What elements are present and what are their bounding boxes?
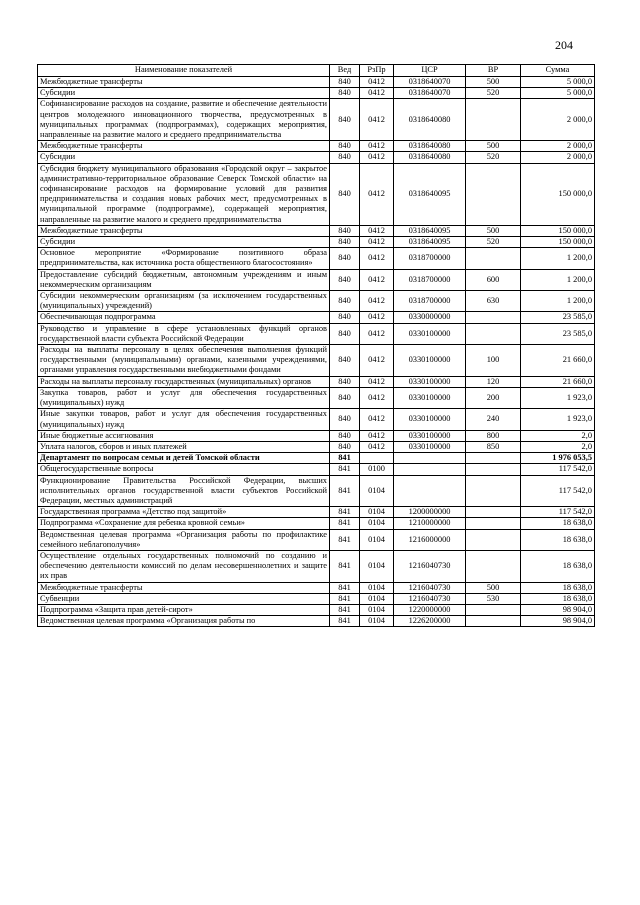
row-name-cell: Межбюджетные трансферты xyxy=(38,225,330,236)
row-ved-cell: 840 xyxy=(330,88,360,99)
row-csr-cell: 0330100000 xyxy=(394,345,466,377)
row-csr-cell xyxy=(394,453,466,464)
row-name-cell: Основное мероприятие «Формирование позитивного образа предпринимательства, как источника роста общественного благосостояния» xyxy=(38,248,330,269)
row-rzpr-cell: 0412 xyxy=(360,99,394,141)
row-name-cell: Предоставление субсидий бюджетным, автономным учреждениям и иным некоммерческим организациям xyxy=(38,269,330,290)
row-csr-cell: 0318700000 xyxy=(394,291,466,312)
table-row xyxy=(38,453,595,464)
row-rzpr-cell: 0412 xyxy=(360,88,394,99)
row-csr-cell: 0330100000 xyxy=(394,387,466,408)
table-row xyxy=(38,604,595,615)
row-csr-cell: 0330100000 xyxy=(394,430,466,441)
header-rzpr: РзПр xyxy=(360,65,394,77)
row-rzpr-cell: 0104 xyxy=(360,604,394,615)
row-rzpr-cell: 0104 xyxy=(360,593,394,604)
row-ved-cell: 841 xyxy=(330,507,360,518)
row-name-cell: Уплата налогов, сборов и иных платежей xyxy=(38,441,330,452)
row-rzpr-cell: 0412 xyxy=(360,345,394,377)
row-ved-cell: 840 xyxy=(330,163,360,225)
row-name-cell: Руководство и управление в сфере установленных функций органов государственной власти субъекта Российской Федерации xyxy=(38,323,330,344)
row-ved-cell: 841 xyxy=(330,453,360,464)
row-sum-cell: 18 638,0 xyxy=(521,582,595,593)
row-ved-cell: 841 xyxy=(330,593,360,604)
row-rzpr-cell: 0412 xyxy=(360,387,394,408)
row-rzpr-cell: 0104 xyxy=(360,616,394,627)
row-sum-cell: 21 660,0 xyxy=(521,345,595,377)
row-name-cell: Расходы на выплаты персоналу в целях обеспечения выполнения функций государственными (муниципальными) органами, казенными учреждениями, органами управления государственными внебюджетными фондами xyxy=(38,345,330,377)
row-sum-cell: 1 200,0 xyxy=(521,269,595,290)
row-name-cell: Межбюджетные трансферты xyxy=(38,77,330,88)
row-sum-cell: 2 000,0 xyxy=(521,99,595,141)
row-csr-cell: 1226200000 xyxy=(394,616,466,627)
row-sum-cell: 18 638,0 xyxy=(521,550,595,582)
row-vr-cell: 240 xyxy=(466,409,521,430)
row-name-cell: Субсидии xyxy=(38,152,330,163)
table-row xyxy=(38,141,595,152)
row-name-cell: Субсидия бюджету муниципального образования «Городской округ – закрытое административно-территориальное образование Северск Томской области» на софинансирование расходов на формирование условий для развития предпринимательства и создания новых рабочих мест, предусмотренных в муниципальной программе (подпрограмме), содержащей мероприятия, направленные на развитие малого и среднего предпринимательства xyxy=(38,163,330,225)
row-name-cell: Субсидии xyxy=(38,88,330,99)
row-csr-cell: 0330100000 xyxy=(394,409,466,430)
row-rzpr-cell: 0412 xyxy=(360,225,394,236)
row-vr-cell xyxy=(466,453,521,464)
row-sum-cell: 2 000,0 xyxy=(521,141,595,152)
row-rzpr-cell: 0104 xyxy=(360,507,394,518)
row-ved-cell: 841 xyxy=(330,475,360,507)
table-row xyxy=(38,77,595,88)
row-name-cell: Межбюджетные трансферты xyxy=(38,582,330,593)
header-csr: ЦСР xyxy=(394,65,466,77)
row-name-cell: Ведомственная целевая программа «Организация работы по xyxy=(38,616,330,627)
row-rzpr-cell: 0104 xyxy=(360,582,394,593)
row-rzpr-cell: 0412 xyxy=(360,291,394,312)
row-vr-cell: 500 xyxy=(466,582,521,593)
row-ved-cell: 840 xyxy=(330,387,360,408)
header-vr: ВР xyxy=(466,65,521,77)
row-csr-cell: 0318640095 xyxy=(394,225,466,236)
table-row xyxy=(38,345,595,377)
row-sum-cell: 23 585,0 xyxy=(521,323,595,344)
row-rzpr-cell: 0104 xyxy=(360,475,394,507)
row-rzpr-cell: 0412 xyxy=(360,141,394,152)
row-ved-cell: 841 xyxy=(330,604,360,615)
row-sum-cell: 117 542,0 xyxy=(521,464,595,475)
row-vr-cell: 520 xyxy=(466,237,521,248)
row-name-cell: Субвенции xyxy=(38,593,330,604)
table-row xyxy=(38,593,595,604)
row-csr-cell: 0318700000 xyxy=(394,248,466,269)
row-sum-cell: 2,0 xyxy=(521,430,595,441)
table-row xyxy=(38,441,595,452)
row-sum-cell: 98 904,0 xyxy=(521,604,595,615)
row-ved-cell: 840 xyxy=(330,225,360,236)
row-rzpr-cell: 0104 xyxy=(360,550,394,582)
row-rzpr-cell: 0104 xyxy=(360,529,394,550)
row-vr-cell xyxy=(466,312,521,323)
row-name-cell: Закупка товаров, работ и услуг для обеспечения государственных (муниципальных) нужд xyxy=(38,387,330,408)
row-name-cell: Департамент по вопросам семьи и детей Томской области xyxy=(38,453,330,464)
row-ved-cell: 840 xyxy=(330,248,360,269)
table-row xyxy=(38,163,595,225)
table-row xyxy=(38,376,595,387)
row-csr-cell: 1220000000 xyxy=(394,604,466,615)
row-sum-cell: 117 542,0 xyxy=(521,475,595,507)
table-row xyxy=(38,475,595,507)
row-csr-cell: 1216040730 xyxy=(394,550,466,582)
row-ved-cell: 840 xyxy=(330,345,360,377)
row-name-cell: Субсидии xyxy=(38,237,330,248)
row-ved-cell: 841 xyxy=(330,582,360,593)
row-csr-cell: 1200000000 xyxy=(394,507,466,518)
row-rzpr-cell: 0412 xyxy=(360,430,394,441)
row-rzpr-cell: 0412 xyxy=(360,163,394,225)
row-vr-cell xyxy=(466,464,521,475)
row-name-cell: Обеспечивающая подпрограмма xyxy=(38,312,330,323)
row-vr-cell: 800 xyxy=(466,430,521,441)
table-row xyxy=(38,550,595,582)
row-name-cell: Функционирование Правительства Российской Федерации, высших исполнительных органов государственной власти субъектов Российской Федерации, местных администраций xyxy=(38,475,330,507)
row-vr-cell xyxy=(466,475,521,507)
row-vr-cell xyxy=(466,99,521,141)
row-sum-cell: 1 923,0 xyxy=(521,387,595,408)
row-vr-cell xyxy=(466,616,521,627)
row-name-cell: Софинансирование расходов на создание, развитие и обеспечение деятельности центров молодежного инновационного творчества, предусмотренных в муниципальных программах (подпрограммах), содержащих мероприятия, направленные на развитие малого и среднего предпринимательства xyxy=(38,99,330,141)
row-rzpr-cell: 0412 xyxy=(360,269,394,290)
page-number: 204 xyxy=(555,38,573,52)
row-sum-cell: 117 542,0 xyxy=(521,507,595,518)
row-rzpr-cell: 0412 xyxy=(360,77,394,88)
row-name-cell: Общегосударственные вопросы xyxy=(38,464,330,475)
row-csr-cell: 1216000000 xyxy=(394,529,466,550)
table-row xyxy=(38,323,595,344)
row-vr-cell: 600 xyxy=(466,269,521,290)
row-ved-cell: 840 xyxy=(330,376,360,387)
row-ved-cell: 841 xyxy=(330,616,360,627)
row-sum-cell: 150 000,0 xyxy=(521,163,595,225)
row-vr-cell xyxy=(466,518,521,529)
row-ved-cell: 840 xyxy=(330,269,360,290)
row-csr-cell xyxy=(394,464,466,475)
row-vr-cell xyxy=(466,604,521,615)
row-sum-cell: 1 200,0 xyxy=(521,248,595,269)
row-name-cell: Государственная программа «Детство под защитой» xyxy=(38,507,330,518)
row-sum-cell: 2,0 xyxy=(521,441,595,452)
table-body xyxy=(38,77,595,627)
table-row xyxy=(38,152,595,163)
row-csr-cell: 0318640070 xyxy=(394,77,466,88)
row-csr-cell: 0318640070 xyxy=(394,88,466,99)
row-vr-cell: 530 xyxy=(466,593,521,604)
row-vr-cell xyxy=(466,550,521,582)
table-row xyxy=(38,409,595,430)
row-vr-cell xyxy=(466,163,521,225)
table-row xyxy=(38,269,595,290)
row-name-cell: Субсидии некоммерческим организациям (за исключением государственных (муниципальных) учреждений) xyxy=(38,291,330,312)
header-ved: Вед xyxy=(330,65,360,77)
row-rzpr-cell: 0412 xyxy=(360,409,394,430)
table-row xyxy=(38,237,595,248)
row-csr-cell: 1216040730 xyxy=(394,582,466,593)
table-row xyxy=(38,529,595,550)
row-ved-cell: 841 xyxy=(330,550,360,582)
header-sum: Сумма xyxy=(521,65,595,77)
row-sum-cell: 5 000,0 xyxy=(521,77,595,88)
row-csr-cell: 0318700000 xyxy=(394,269,466,290)
row-vr-cell xyxy=(466,507,521,518)
row-csr-cell: 0330100000 xyxy=(394,441,466,452)
row-sum-cell: 1 976 053,5 xyxy=(521,453,595,464)
table-row xyxy=(38,507,595,518)
row-csr-cell: 0330100000 xyxy=(394,323,466,344)
row-vr-cell: 520 xyxy=(466,88,521,99)
row-csr-cell: 1210000000 xyxy=(394,518,466,529)
header-name: Наименование показателей xyxy=(38,65,330,77)
row-rzpr-cell: 0412 xyxy=(360,323,394,344)
table-row xyxy=(38,616,595,627)
budget-table xyxy=(37,64,595,627)
row-name-cell: Ведомственная целевая программа «Организация работы по профилактике семейного неблагополучия» xyxy=(38,529,330,550)
row-ved-cell: 841 xyxy=(330,529,360,550)
row-ved-cell: 840 xyxy=(330,323,360,344)
row-ved-cell: 840 xyxy=(330,77,360,88)
row-rzpr-cell: 0100 xyxy=(360,464,394,475)
table-row xyxy=(38,582,595,593)
row-vr-cell: 500 xyxy=(466,225,521,236)
row-rzpr-cell: 0412 xyxy=(360,237,394,248)
table-row xyxy=(38,99,595,141)
row-name-cell: Осуществление отдельных государственных полномочий по созданию и обеспечению деятельности комиссий по делам несовершеннолетних и защите их прав xyxy=(38,550,330,582)
table-row xyxy=(38,430,595,441)
row-vr-cell: 500 xyxy=(466,141,521,152)
table-row xyxy=(38,225,595,236)
row-rzpr-cell xyxy=(360,453,394,464)
row-sum-cell: 18 638,0 xyxy=(521,518,595,529)
row-csr-cell: 0318640080 xyxy=(394,99,466,141)
row-ved-cell: 840 xyxy=(330,152,360,163)
row-csr-cell: 0318640080 xyxy=(394,152,466,163)
row-rzpr-cell: 0412 xyxy=(360,312,394,323)
row-vr-cell: 520 xyxy=(466,152,521,163)
row-sum-cell: 2 000,0 xyxy=(521,152,595,163)
row-vr-cell: 100 xyxy=(466,345,521,377)
table-row xyxy=(38,291,595,312)
row-vr-cell xyxy=(466,248,521,269)
table-row xyxy=(38,312,595,323)
row-ved-cell: 840 xyxy=(330,99,360,141)
table-row xyxy=(38,518,595,529)
table-row xyxy=(38,387,595,408)
row-sum-cell: 150 000,0 xyxy=(521,225,595,236)
row-vr-cell: 630 xyxy=(466,291,521,312)
row-vr-cell: 200 xyxy=(466,387,521,408)
row-sum-cell: 18 638,0 xyxy=(521,529,595,550)
row-sum-cell: 5 000,0 xyxy=(521,88,595,99)
row-rzpr-cell: 0104 xyxy=(360,518,394,529)
row-vr-cell: 500 xyxy=(466,77,521,88)
row-ved-cell: 840 xyxy=(330,141,360,152)
row-name-cell: Иные закупки товаров, работ и услуг для обеспечения государственных (муниципальных) нужд xyxy=(38,409,330,430)
row-vr-cell: 850 xyxy=(466,441,521,452)
row-csr-cell: 0318640095 xyxy=(394,237,466,248)
row-csr-cell: 0318640080 xyxy=(394,141,466,152)
row-ved-cell: 840 xyxy=(330,312,360,323)
row-ved-cell: 840 xyxy=(330,441,360,452)
row-csr-cell: 0330000000 xyxy=(394,312,466,323)
row-sum-cell: 98 904,0 xyxy=(521,616,595,627)
row-sum-cell: 1 200,0 xyxy=(521,291,595,312)
table-row xyxy=(38,248,595,269)
table-row xyxy=(38,88,595,99)
row-rzpr-cell: 0412 xyxy=(360,248,394,269)
row-csr-cell: 0318640095 xyxy=(394,163,466,225)
row-ved-cell: 841 xyxy=(330,464,360,475)
row-csr-cell xyxy=(394,475,466,507)
row-vr-cell: 120 xyxy=(466,376,521,387)
row-csr-cell: 0330100000 xyxy=(394,376,466,387)
row-name-cell: Подпрограмма «Сохранение для ребенка кровной семьи» xyxy=(38,518,330,529)
row-ved-cell: 840 xyxy=(330,409,360,430)
row-vr-cell xyxy=(466,323,521,344)
row-sum-cell: 23 585,0 xyxy=(521,312,595,323)
row-sum-cell: 18 638,0 xyxy=(521,593,595,604)
row-rzpr-cell: 0412 xyxy=(360,441,394,452)
row-ved-cell: 840 xyxy=(330,430,360,441)
row-sum-cell: 150 000,0 xyxy=(521,237,595,248)
row-sum-cell: 1 923,0 xyxy=(521,409,595,430)
row-name-cell: Расходы на выплаты персоналу государственных (муниципальных) органов xyxy=(38,376,330,387)
row-name-cell: Иные бюджетные ассигнования xyxy=(38,430,330,441)
row-vr-cell xyxy=(466,529,521,550)
row-name-cell: Межбюджетные трансферты xyxy=(38,141,330,152)
row-name-cell: Подпрограмма «Защита прав детей-сирот» xyxy=(38,604,330,615)
table-row xyxy=(38,464,595,475)
row-ved-cell: 841 xyxy=(330,518,360,529)
row-sum-cell: 21 660,0 xyxy=(521,376,595,387)
row-ved-cell: 840 xyxy=(330,291,360,312)
row-rzpr-cell: 0412 xyxy=(360,152,394,163)
table-header-row xyxy=(38,65,595,77)
row-rzpr-cell: 0412 xyxy=(360,376,394,387)
row-ved-cell: 840 xyxy=(330,237,360,248)
row-csr-cell: 1216040730 xyxy=(394,593,466,604)
